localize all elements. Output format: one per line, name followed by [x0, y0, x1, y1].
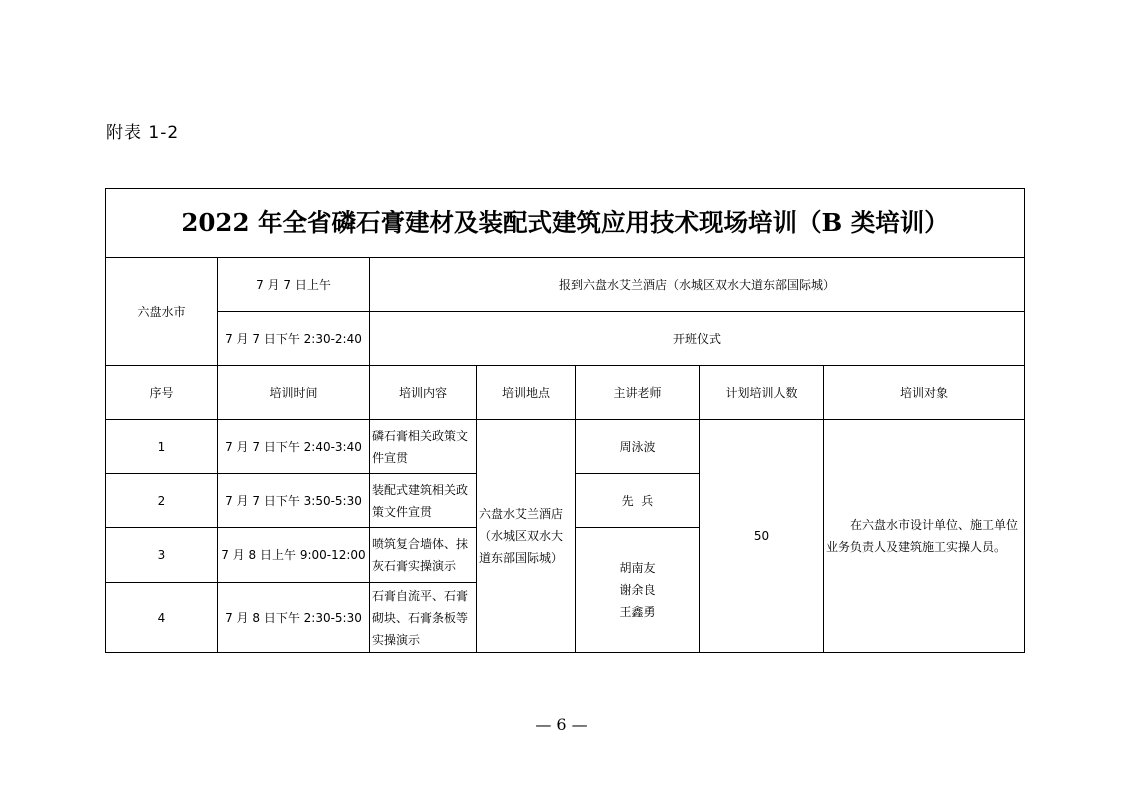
row-time: 7 月 8 日上午 9:00-12:00	[218, 528, 370, 583]
row-content: 磷石膏相关政策文件宣贯	[370, 420, 477, 474]
row-time: 7 月 7 日下午 2:40-3:40	[218, 420, 370, 474]
info-row-checkin	[106, 258, 1025, 312]
opening-content: 开班仪式	[370, 312, 1025, 366]
row-number: 3	[106, 528, 218, 583]
column-header: 培训内容	[370, 366, 477, 420]
info-row-opening	[106, 312, 1025, 366]
row-content: 装配式建筑相关政策文件宣贯	[370, 474, 477, 528]
row-number: 1	[106, 420, 218, 474]
row-teachers-group	[576, 528, 700, 653]
row-teacher: 周泳波	[576, 420, 700, 474]
table-row	[106, 420, 1025, 474]
row-number: 2	[106, 474, 218, 528]
training-location: 六盘水艾兰酒店（水城区双水大道东部国际城）	[477, 420, 576, 653]
training-schedule-table	[105, 188, 1025, 653]
teacher-name: 王鑫勇	[619, 605, 656, 619]
table-title: 2022 年全省磷石膏建材及装配式建筑应用技术现场培训（B 类培训）	[106, 189, 1025, 258]
opening-time: 7 月 7 日下午 2:30-2:40	[218, 312, 370, 366]
planned-count: 50	[700, 420, 824, 653]
row-number: 4	[106, 583, 218, 653]
column-header: 主讲老师	[576, 366, 700, 420]
row-content: 喷筑复合墙体、抹灰石膏实操演示	[370, 528, 477, 583]
row-teacher: 先 兵	[576, 474, 700, 528]
column-header: 培训对象	[824, 366, 1025, 420]
city-cell: 六盘水市	[106, 258, 218, 366]
column-header: 培训地点	[477, 366, 576, 420]
row-content: 石膏自流平、石膏砌块、石膏条板等实操演示	[370, 583, 477, 653]
training-target	[824, 420, 1025, 653]
checkin-content: 报到六盘水艾兰酒店（水城区双水大道东部国际城）	[370, 258, 1025, 312]
training-target-text: 在六盘水市设计单位、施工单位业务负责人及建筑施工实操人员。	[826, 518, 1019, 554]
appendix-label: 附表 1-2	[106, 123, 180, 143]
row-time: 7 月 8 日下午 2:30-5:30	[218, 583, 370, 653]
row-time: 7 月 7 日下午 3:50-5:30	[218, 474, 370, 528]
column-header: 培训时间	[218, 366, 370, 420]
column-header: 序号	[106, 366, 218, 420]
page-number: — 6 —	[535, 715, 588, 734]
checkin-time: 7 月 7 日上午	[218, 258, 370, 312]
column-header: 计划培训人数	[700, 366, 824, 420]
column-header-row	[106, 366, 1025, 420]
teacher-name: 谢余良	[619, 583, 656, 597]
teacher-name: 胡南友	[619, 561, 656, 575]
title-row	[106, 189, 1025, 258]
